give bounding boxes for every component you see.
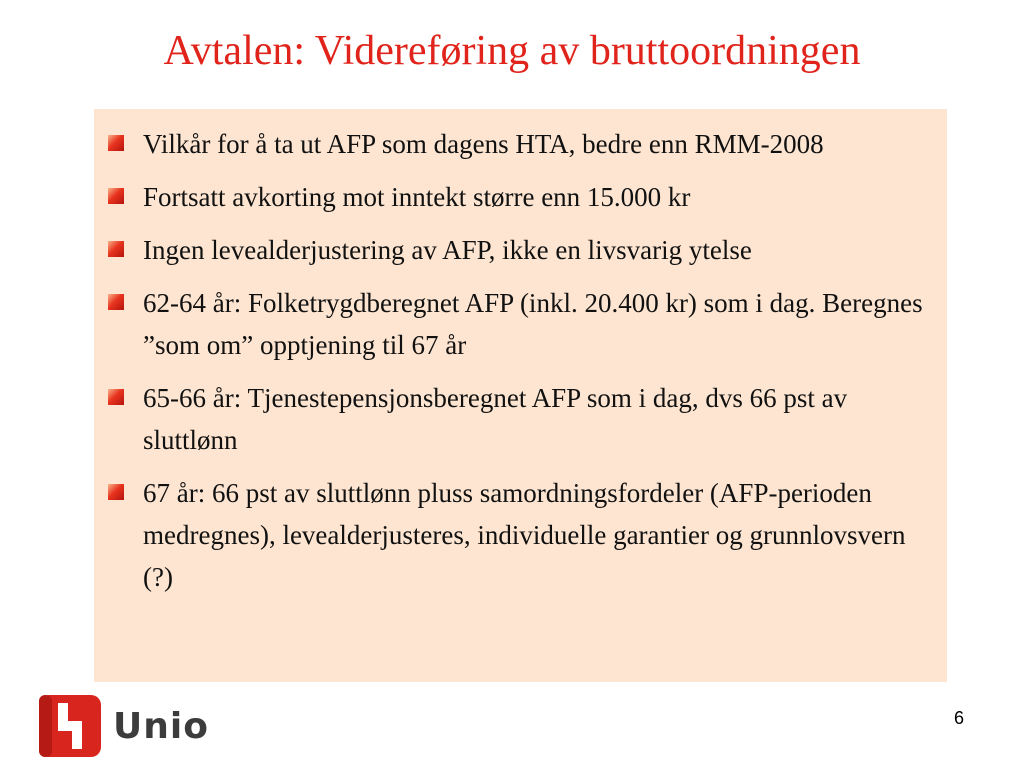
bullet-text: 65-66 år: Tjenestepensjonsberegnet AFP som i dag, dvs 66 pst av sluttlønn (143, 383, 848, 455)
bullet-square-icon (108, 484, 124, 500)
bullet-square-icon (108, 188, 124, 204)
bullet-item (106, 176, 937, 218)
unio-logo-icon (39, 695, 101, 757)
logo-text: Unio (113, 705, 209, 747)
bullet-list (106, 123, 937, 598)
bullet-square-icon (108, 241, 124, 257)
bullet-square-icon (108, 135, 124, 151)
bullet-item (106, 123, 937, 165)
bullet-square-icon (108, 389, 124, 405)
bullet-text: 62-64 år: Folketrygdberegnet AFP (inkl. 20.400 kr) som i dag. Beregnes ”som om” opptjening til 67 år (143, 288, 923, 360)
bullet-item (106, 377, 937, 461)
bullet-text: Vilkår for å ta ut AFP som dagens HTA, bedre enn RMM-2008 (143, 129, 824, 159)
bullet-item (106, 472, 937, 598)
bullet-text: Fortsatt avkorting mot inntekt større enn 15.000 kr (143, 182, 691, 212)
bullet-item (106, 282, 937, 366)
unio-logo (39, 695, 209, 757)
bullet-square-icon (108, 294, 124, 310)
content-box (94, 109, 947, 682)
slide-title: Avtalen: Videreføring av bruttoordningen (163, 28, 861, 74)
bullet-text: 67 år: 66 pst av sluttlønn pluss samordningsfordeler (AFP-perioden medregnes), levealderjusteres, individuelle garantier og grunnlovsvern (?) (143, 478, 906, 592)
bullet-item (106, 229, 937, 271)
page-number: 6 (953, 708, 964, 728)
bullet-text: Ingen levealderjustering av AFP, ikke en livsvarig ytelse (143, 235, 752, 265)
